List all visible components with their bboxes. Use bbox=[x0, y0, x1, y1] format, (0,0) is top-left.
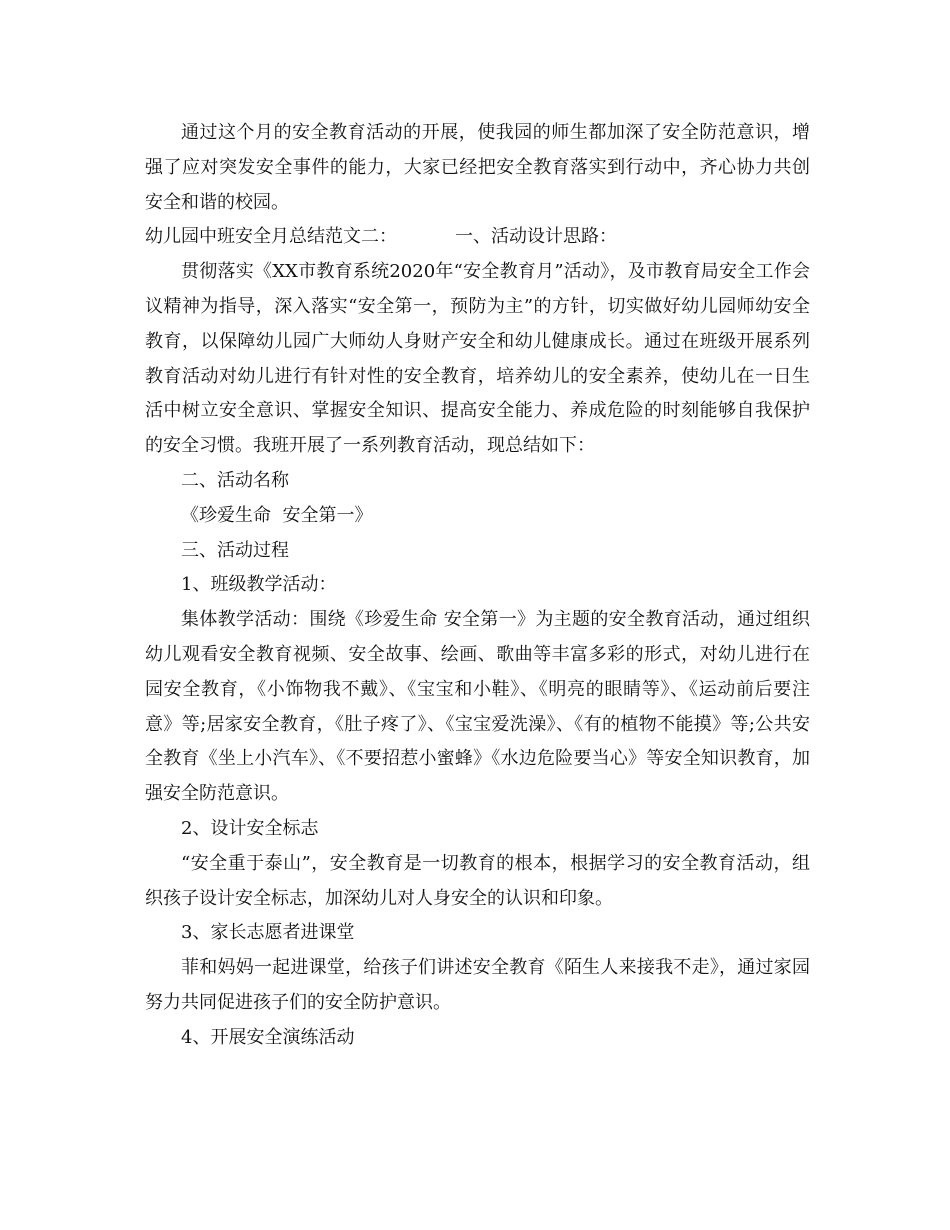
section-heading-3: 三、活动过程 bbox=[181, 539, 289, 561]
paragraph-summary: 通过这个月的安全教育活动的开展，使我园的师生都加深了安全防范意识，增强了应对突发安全事件的能力，大家已经把安全教育落实到行动中，齐心协力共创安全和谐的校园。 bbox=[145, 122, 810, 213]
subsection-3: 3、家长志愿者进课堂 bbox=[181, 922, 355, 944]
paragraph-design-idea: 贯彻落实《XX市教育系统2020年“安全教育月”活动》，及市教育局安全工作会议精神为指导，深入落实“安全第一，预防为主”的方针，切实做好幼儿园师幼安全教育，以保障幼儿园广大师幼人身财产安全和幼儿健康成长。通过在班级开展系列教育活动对幼儿进行有针对性的安全教育，培养幼儿的安全素养，使幼儿在一日生活中树立安全意识、掌握安全知识、提高安全能力、养成危险的时刻能够自我保护的安全习惯。我班开展了一系列教育活动，现总结如下： bbox=[145, 261, 810, 457]
activity-name: 《珍爱生命 安全第一》 bbox=[181, 504, 373, 526]
subsection-1: 1、班级教学活动： bbox=[181, 574, 337, 596]
subsection-2: 2、设计安全标志 bbox=[181, 817, 319, 839]
paragraph-class-teaching: 集体教学活动：围绕《珍爱生命 安全第一》为主题的安全教育活动，通过组织幼儿观看安全教育视频、安全故事、绘画、歌曲等丰富多彩的形式，对幼儿进行在园安全教育，《小饰物我不戴》、《宝宝和小鞋》、《明亮的眼睛等》、《运动前后要注意》等;居家安全教育，《肚子疼了》、《宝宝爱洗澡》、《有的植物不能摸》等;公共安全教育《坐上小汽车》、《不要招惹小蜜蜂》《水边危险要当心》等安全知识教育，加强安全防范意识。 bbox=[145, 609, 810, 805]
document-subtitle: 幼儿园中班安全月总结范文二： bbox=[145, 226, 397, 248]
paragraph-title-line bbox=[145, 220, 810, 255]
document-body bbox=[145, 116, 810, 1056]
section-heading-2: 二、活动名称 bbox=[181, 469, 289, 491]
paragraph-safety-signs: “安全重于泰山”，安全教育是一切教育的根本，根据学习的安全教育活动，组织孩子设计安全标志，加深幼儿对人身安全的认识和印象。 bbox=[145, 852, 810, 909]
paragraph-parent-volunteer: 菲和妈妈一起进课堂，给孩子们讲述安全教育《陌生人来接我不走》，通过家园努力共同促进孩子们的安全防护意识。 bbox=[145, 957, 810, 1013]
section-heading-1: 一、活动设计思路： bbox=[455, 226, 617, 248]
subsection-4: 4、开展安全演练活动 bbox=[181, 1026, 355, 1048]
